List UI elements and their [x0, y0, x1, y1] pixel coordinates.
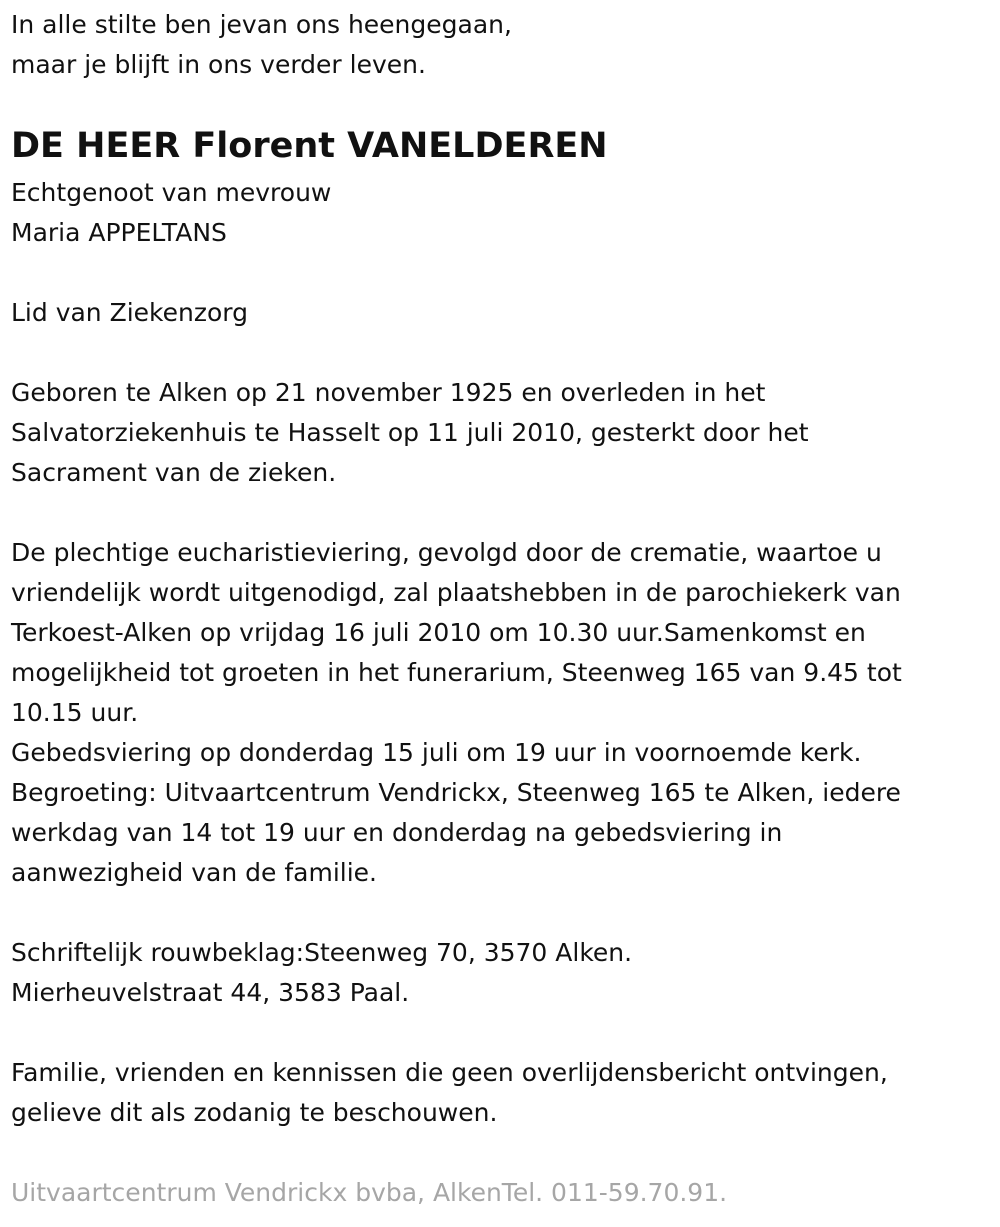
ceremony-line-9: aanwezigheid van de familie. — [11, 858, 377, 887]
ceremony-line-2: vriendelijk wordt uitgenodigd, zal plaatshebben in de parochiekerk van — [11, 578, 901, 607]
spouse-line-1: Echtgenoot van mevrouw — [11, 178, 332, 207]
ceremony-line-1: De plechtige eucharistieviering, gevolgd door de crematie, waartoe u — [11, 538, 882, 567]
membership-line: Lid van Ziekenzorg — [11, 298, 248, 327]
birth-death-line-1: Geboren te Alken op 21 november 1925 en overleden in het — [11, 378, 766, 407]
intro-line-1: In alle stilte ben jevan ons heengegaan, — [11, 10, 512, 39]
condolence-line-1: Schriftelijk rouwbeklag:Steenweg 70, 3570 Alken. — [11, 938, 633, 967]
deceased-name: DE HEER Florent VANELDEREN — [11, 126, 608, 166]
closing-line-1: Familie, vrienden en kennissen die geen overlijdensbericht ontvingen, — [11, 1058, 888, 1087]
birth-death-line-2: Salvatorziekenhuis te Hasselt op 11 juli 2010, gesterkt door het — [11, 418, 809, 447]
intro-line-2: maar je blijft in ons verder leven. — [11, 50, 426, 79]
birth-death-line-3: Sacrament van de zieken. — [11, 458, 337, 487]
spouse-line-2: Maria APPELTANS — [11, 218, 227, 247]
funeral-home-footer: Uitvaartcentrum Vendrickx bvba, AlkenTel. 011-59.70.91. — [11, 1178, 728, 1207]
condolence-line-2: Mierheuvelstraat 44, 3583 Paal. — [11, 978, 410, 1007]
ceremony-line-3: Terkoest-Alken op vrijdag 16 juli 2010 om 10.30 uur.Samenkomst en — [11, 618, 866, 647]
ceremony-line-4: mogelijkheid tot groeten in het funerarium, Steenweg 165 van 9.45 tot — [11, 658, 902, 687]
ceremony-line-7: Begroeting: Uitvaartcentrum Vendrickx, Steenweg 165 te Alken, iedere — [11, 778, 901, 807]
ceremony-line-6: Gebedsviering op donderdag 15 juli om 19 uur in voornoemde kerk. — [11, 738, 862, 767]
closing-line-2: gelieve dit als zodanig te beschouwen. — [11, 1098, 498, 1127]
ceremony-line-5: 10.15 uur. — [11, 698, 139, 727]
ceremony-line-8: werkdag van 14 tot 19 uur en donderdag na gebedsviering in — [11, 818, 783, 847]
